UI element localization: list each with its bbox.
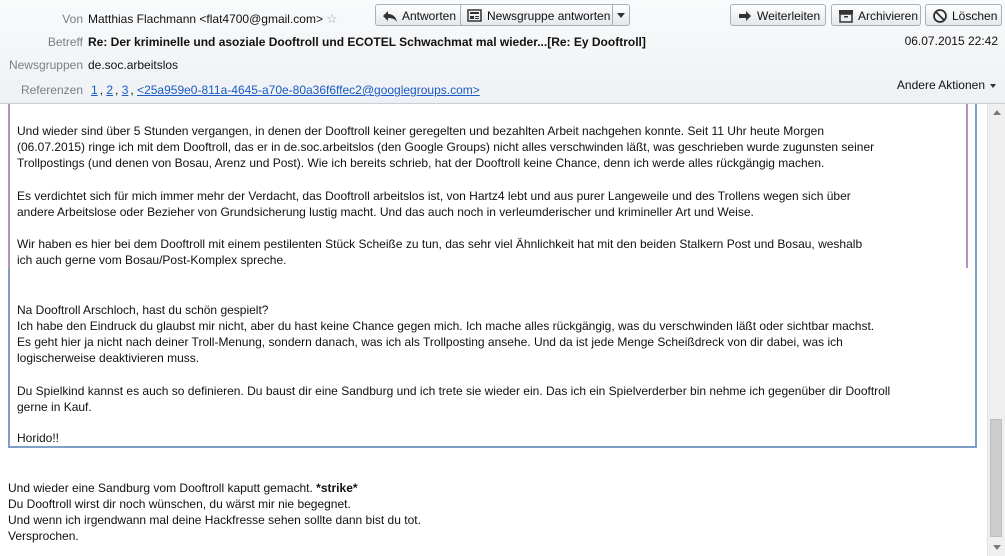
reply-newsgroup-dropdown-icon[interactable] [612,5,629,25]
archive-icon [838,8,854,24]
reply-line-1-text: Und wieder eine Sandburg vom Dooftroll kaputt gemacht. [8,481,317,495]
reply-newsgroup-label: Newsgruppe antworten [487,9,611,23]
delete-button[interactable] [925,4,1002,26]
quote1-paragraph-2: Du Spielkind kannst es auch so definieren. Du baust dir eine Sandburg und ich trete sie wieder ein. Das ich ein Spielverderber bin nehme ich gegenüber dir Dooftroll gerne in Kauf. [17,384,891,414]
quote2-paragraph-3: Wir haben es hier bei dem Dooftroll mit einem pestilenten Stück Scheiße zu tun, das sehr viel Ähnlichkeit hat mit den beiden Stalkern Post und Bosau, weshalb ich auch gerne vom Bosau/Post-Komplex spreche. [17,237,863,267]
references-label: Referenzen [20,83,83,97]
forward-icon [737,8,753,24]
quote1-paragraph-3: Horido!! [17,431,60,445]
references-list: 1 , 2 , 3 , <25a959e0-811a-4645-a70e-80a36f6ffec2@googlegroups.com> [91,83,480,97]
quote1-paragraph-1: Na Dooftroll Arschloch, hast du schön gespielt? Ich habe den Eindruck du glaubst mir nicht, aber du hast keine Chance gegen mich. Ich mache alles rückgängig, was du verschwinden läßt oder sichtbar machst. Es geht hier ja nicht nach deiner Troll-Menung, sondern danach, was ich als Trollposting ansehe. Und da ist jede Menge Scheißdreck von dir dabei, was ich logischerweise deaktivieren muss. [17,303,875,365]
chevron-down-icon [990,84,996,88]
reply-icon [382,8,398,24]
forward-button[interactable] [730,4,826,26]
star-icon[interactable]: ☆ [325,11,338,26]
reply-label: Antworten [402,9,457,23]
from-value[interactable] [88,8,338,30]
sender-address[interactable]: Matthias Flachmann <flat4700@gmail.com> [88,12,323,26]
subject-value: Re: Der kriminelle und asoziale Dooftroll und ECOTEL Schwachmat mal wieder...[Re: Ey Dooftroll] [88,35,646,49]
more-actions-button[interactable] [897,78,996,92]
reply-button[interactable] [375,4,465,26]
subject-row [0,31,1005,53]
reply-newsgroup-button[interactable] [460,4,630,26]
reference-link-2[interactable]: 2 [106,83,114,97]
reference-link-1[interactable]: 1 [91,83,98,97]
message-header [0,0,1005,104]
delete-icon [932,8,948,24]
quote2-paragraph-2: Es verdichtet sich für mich immer mehr der Verdacht, das Dooftroll arbeitslos ist, von Hartz4 lebt und aus purer Langeweile und des Trollens wegen sich über andere Arbeitslose oder Bezieher von Grundsicherung lustig macht. Und das auch noch in verleumderischer und krimineller Art und Weise. [17,189,851,219]
message-date: 06.07.2015 22:42 [904,34,998,48]
forward-label: Weiterleiten [757,9,821,23]
vertical-scrollbar[interactable] [987,104,1005,556]
newsgroups-label: Newsgruppen [8,58,83,72]
scrollbar-thumb[interactable] [990,419,1002,537]
from-label: Von [62,12,83,26]
quote2-paragraph-1: Und wieder sind über 5 Stunden vergangen, in denen der Dooftroll keiner geregelten und bezahlten Arbeit nachgehen konnte. Seit 11 Uhr heute Morgen (06.07.2015) ringe ich mit dem Dooftroll, das er in de.soc.arbeitslos (den Google Groups) nicht alles verschwinden läßt, was geschrieben wurde zugunsten seiner Trollpostings (und denen von Bosau, Arenz und Post). Wie ich bereits schrieb, hat der Dooftroll keine Chance, denn ich werde alles rückgängig machen. [17,124,875,170]
reply-line-1-bold: *strike* [316,481,358,495]
message-body [0,104,987,556]
archive-label: Archivieren [858,9,919,23]
scroll-down-icon[interactable] [988,539,1005,556]
newsgroups-row [0,54,1005,76]
archive-button[interactable] [831,4,921,26]
reference-message-id-link[interactable]: <25a959e0-811a-4645-a70e-80a36f6ffec2@googlegroups.com> [137,83,480,97]
newsgroups-value[interactable]: de.soc.arbeitslos [88,58,179,72]
reply-paragraph: Du Dooftroll wirst dir noch wünschen, du wärst mir nie begegnet. Und wenn ich irgendwann mal deine Hackfresse sehen sollte dann bist du tot. Versprochen. [8,497,421,543]
delete-label: Löschen [952,9,998,23]
scroll-up-icon[interactable] [988,104,1005,121]
newsgroup-icon [467,8,483,24]
references-row [0,79,1005,101]
reference-link-3[interactable]: 3 [121,83,129,97]
subject-label: Betreff [47,35,83,49]
reply-line-1 [8,480,953,496]
more-actions-label: Andere Aktionen [896,78,985,92]
